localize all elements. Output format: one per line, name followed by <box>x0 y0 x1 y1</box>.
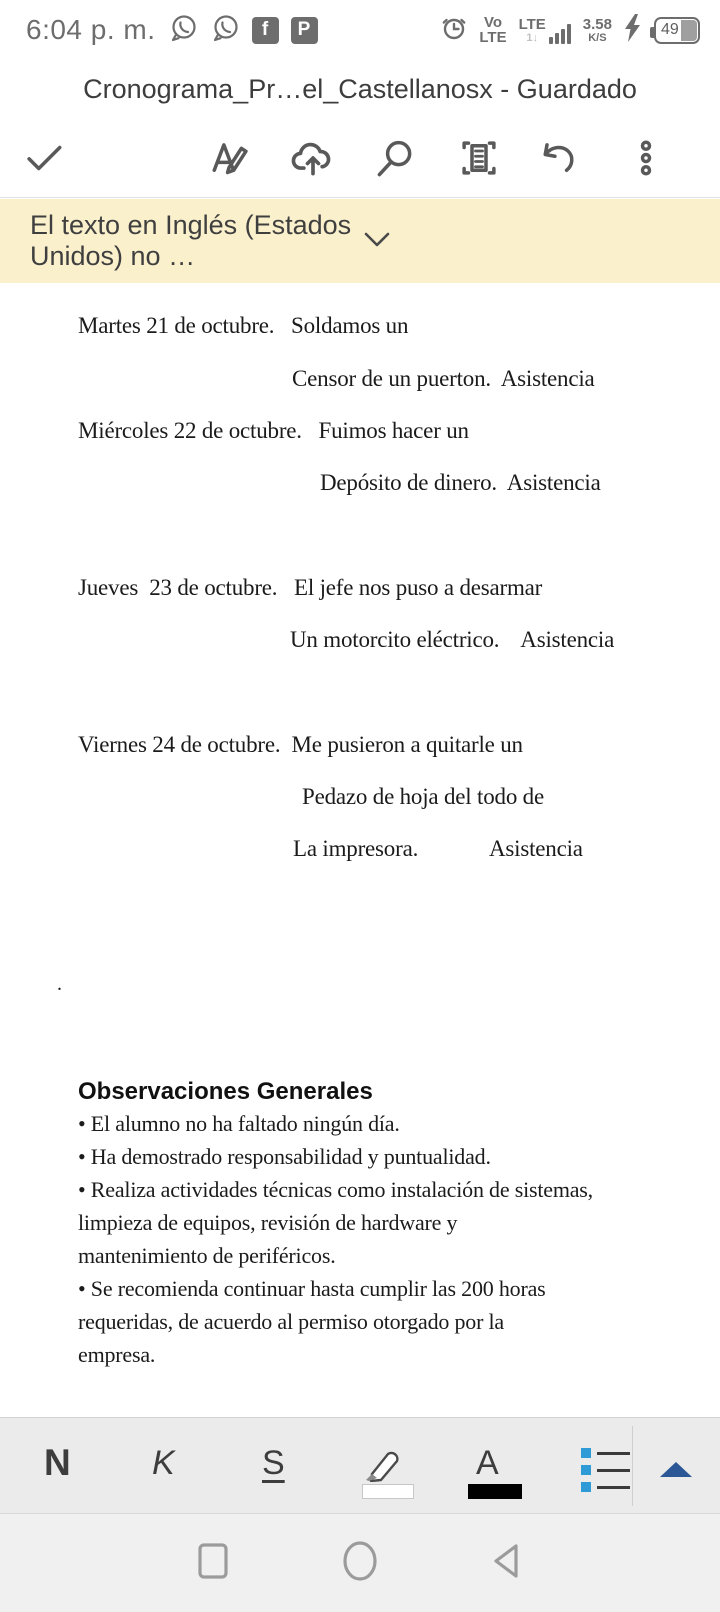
observation-item: mantenimiento de periféricos. <box>78 1243 336 1268</box>
doc-line: Jueves 23 de octubre. El jefe nos puso a desarmar <box>78 575 543 600</box>
doc-line: . <box>57 973 62 995</box>
doc-line: Martes 21 de octubre. Soldamos un <box>78 313 409 338</box>
observation-item: requeridas, de acuerdo al permiso otorgado por la <box>78 1309 504 1334</box>
whatsapp-icon <box>168 13 198 48</box>
facebook-icon: f <box>252 17 279 44</box>
observation-item: empresa. <box>78 1342 156 1367</box>
signal-bars-icon <box>549 22 571 44</box>
search-button[interactable] <box>372 132 420 184</box>
network-speed: 3.58 K/S <box>582 15 612 44</box>
banner-message: El texto en Inglés (Estados Unidos) no … <box>30 210 352 271</box>
observation-item: • Ha demostrado responsabilidad y puntualidad. <box>78 1144 491 1169</box>
app-toolbar <box>0 118 720 198</box>
observation-item: limpieza de equipos, revisión de hardware y <box>78 1210 458 1235</box>
powerpoint-icon: P <box>291 17 318 44</box>
home-button[interactable] <box>341 1540 379 1587</box>
doc-line: La impresora. Asistencia <box>293 836 583 861</box>
volte-indicator: Vo LTE <box>479 14 507 46</box>
document-canvas[interactable] <box>0 283 720 1417</box>
battery-fill <box>681 20 697 41</box>
status-right <box>441 14 700 47</box>
alarm-icon <box>441 15 467 46</box>
proofing-language-banner[interactable] <box>0 199 720 283</box>
bullet-list-button[interactable] <box>581 1448 630 1492</box>
doc-line: Viernes 24 de octubre. Me pusieron a quitarle un <box>78 732 523 757</box>
undo-button[interactable] <box>537 132 585 184</box>
observations-heading: Observaciones Generales <box>78 1078 373 1105</box>
bold-button[interactable]: N <box>44 1442 71 1483</box>
doc-line: Pedazo de hoja del todo de <box>302 784 544 809</box>
observation-item: • Se recomienda continuar hasta cumplir las 200 horas <box>78 1276 546 1301</box>
signal-indicator: LTE 1↓ <box>519 17 571 44</box>
doc-line: Depósito de dinero. Asistencia <box>320 470 601 495</box>
italic-button[interactable]: K <box>152 1444 175 1482</box>
highlight-color-swatch[interactable] <box>362 1484 414 1499</box>
toolbar-divider <box>632 1426 633 1506</box>
chevron-down-icon[interactable] <box>362 226 694 257</box>
status-left <box>26 13 318 48</box>
document-title: Cronograma_Pr…el_Castellanosx - Guardado <box>83 73 637 104</box>
doc-line: Un motorcito eléctrico. Asistencia <box>290 627 615 652</box>
observation-item: • Realiza actividades técnicas como instalación de sistemas, <box>78 1177 593 1202</box>
title-bar <box>0 60 720 118</box>
battery-indicator <box>654 17 700 44</box>
highlight-button[interactable] <box>358 1436 410 1487</box>
underline-button[interactable]: S <box>262 1444 285 1482</box>
edit-format-button[interactable] <box>206 132 254 184</box>
done-check-button[interactable] <box>20 132 68 184</box>
observation-item: • El alumno no ha faltado ningún día. <box>78 1111 400 1136</box>
doc-line: Censor de un puerton. Asistencia <box>292 366 595 391</box>
battery-percent: 49 <box>661 21 679 38</box>
whatsapp-icon <box>210 13 240 48</box>
mobile-view-button[interactable] <box>455 132 503 184</box>
font-color-button[interactable]: A <box>476 1444 499 1482</box>
overflow-menu-button[interactable] <box>622 132 670 184</box>
back-button[interactable] <box>490 1542 524 1585</box>
cloud-upload-button[interactable] <box>289 132 337 184</box>
recents-button[interactable] <box>196 1542 230 1585</box>
android-nav-bar <box>0 1513 720 1612</box>
observations-list <box>78 1107 718 1371</box>
charging-bolt-icon <box>624 14 642 47</box>
doc-line: Miércoles 22 de octubre. Fuimos hacer un <box>78 418 469 443</box>
status-bar <box>0 0 720 60</box>
format-toolbar <box>0 1417 720 1513</box>
font-color-swatch[interactable] <box>468 1484 522 1499</box>
clock-time: 6:04 p. m. <box>26 14 156 45</box>
expand-toolbar-button[interactable] <box>660 1462 692 1477</box>
